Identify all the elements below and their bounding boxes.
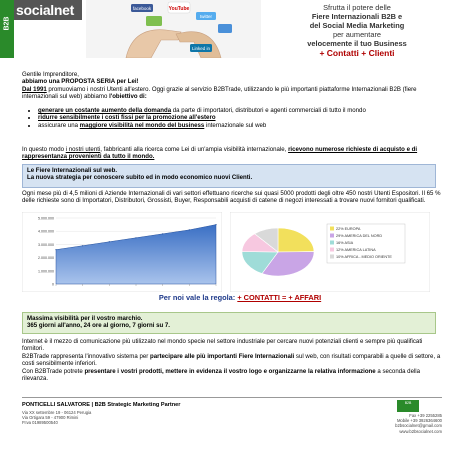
data-point bbox=[109, 241, 110, 242]
tagline-line: del Social Media Marketing bbox=[309, 21, 405, 30]
footer-title: PONTICELLI SALVATORE | B2B Strategic Marketing Partner bbox=[22, 402, 181, 408]
y-tick-label: 5.000.000 bbox=[38, 216, 54, 221]
intro-objective: l'obiettivo di: bbox=[109, 93, 147, 101]
internet-paragraph bbox=[22, 338, 442, 382]
intro-year: Dal 1991 bbox=[22, 86, 47, 93]
tagline-line: per aumentare bbox=[332, 30, 382, 39]
callout-line: Massima visibilità per il vostro marchio. bbox=[27, 315, 143, 322]
growth-chart bbox=[22, 212, 222, 292]
y-tick-label: 1.000.000 bbox=[38, 269, 54, 274]
visibility-callout bbox=[22, 312, 436, 334]
tagline-line: velocemente il tuo Business bbox=[307, 39, 407, 48]
facebook-icon bbox=[131, 4, 153, 12]
para-text: a seconda della rilevanza. bbox=[22, 367, 421, 383]
greeting bbox=[22, 71, 442, 86]
data-point bbox=[189, 229, 190, 230]
data-point bbox=[55, 249, 56, 250]
footer-company bbox=[22, 402, 282, 426]
svg-text:YouTube: YouTube bbox=[168, 6, 190, 12]
footer-email[interactable]: b2bsocialnet@gmail.com bbox=[395, 423, 442, 429]
footer-contacts bbox=[310, 400, 442, 434]
bullet-text: internazionale sul web bbox=[204, 121, 267, 129]
footer-fax: Fax +39 2255285 bbox=[409, 413, 442, 418]
list-item bbox=[38, 114, 442, 121]
svg-text:twitter: twitter bbox=[199, 14, 213, 19]
intro-paragraph bbox=[22, 86, 442, 101]
data-point bbox=[215, 224, 216, 225]
rule-highlight: + CONTATTI = + AFFARI bbox=[237, 293, 322, 302]
users-paragraph bbox=[22, 146, 442, 161]
list-item bbox=[38, 122, 442, 129]
footer-address: Via XX settembre 19 - 06124 Perugia bbox=[22, 410, 92, 415]
footer-address: Via Ortigara 59 - 47900 Rimini bbox=[22, 415, 79, 421]
footer-logo: B2B bbox=[397, 400, 419, 412]
fairs-callout bbox=[22, 164, 436, 188]
footer-divider bbox=[22, 397, 442, 398]
para-text: , fabbricanti alla ricerca come Lei di un'ampia visibilità internazionale, bbox=[100, 146, 289, 153]
intro-text: promuoviamo i nostri Utenti all'estero. Oggi grazie al servizio B2BTrade, utilizzando le più importanti piattaforme Internazionali B2B (fiere internazionali sul web) abbiamo bbox=[22, 86, 417, 101]
para-text: Con B2BTrade potrete bbox=[22, 367, 85, 375]
footer-vat: P.Iva 01989500540 bbox=[22, 420, 58, 426]
bullet-highlight: generare un costante aumento della domanda bbox=[38, 107, 172, 114]
svg-text:facebook: facebook bbox=[132, 6, 152, 11]
hands-graphic bbox=[86, 0, 261, 58]
regions-pie-chart bbox=[230, 212, 430, 292]
footer-mobile: Mobile +39 3926364600 bbox=[396, 418, 442, 424]
youtube-icon bbox=[168, 2, 190, 13]
tagline-line: Sfrutta il potere delle bbox=[323, 3, 391, 12]
footer-website[interactable]: www.b2bsocialnet.com bbox=[399, 428, 442, 434]
twitter-icon bbox=[196, 12, 216, 20]
b2b-tag: B2B bbox=[3, 16, 11, 31]
callout-line: La nuova strategia per conoscere subito ed in modo economico nuovi Clienti. bbox=[27, 174, 253, 182]
callout-line: 365 giorni all'anno, 24 ore al giorno, 7 giorni su 7. bbox=[27, 322, 170, 330]
objectives-list bbox=[22, 107, 442, 129]
y-tick-label: 0 bbox=[52, 282, 54, 287]
para-highlight: presentare i vostri prodotti, mettere in evidenza il vostro logo e organizzarne la relativa informazione bbox=[84, 367, 376, 375]
para-highlight: ricevono numerose richieste di acquisto e di rappresentanza provenienti da tutto il mondo. bbox=[22, 146, 418, 161]
tagline-plus: + Contatti + Clienti bbox=[319, 48, 395, 58]
stats-paragraph: Ogni mese più di 4,5 milioni di Aziende Internazionali di vari settori effettuano ricerche sui quasi 5000 prodotti degli oltre 450 nostri Utenti Espositori. Il 65 % delle richieste sono di Importatori, Distributori, Grossisti, Buyer, Responsabili acquisti di catene di negozi interessati a trovare nuovi fornitori qualificati. bbox=[22, 190, 441, 205]
legend-swatch bbox=[330, 241, 334, 245]
logo: socialnet bbox=[16, 2, 74, 18]
legend-swatch bbox=[330, 227, 334, 231]
legend-swatch bbox=[330, 234, 334, 238]
callout-line: Le Fiere Internazionali sul web. bbox=[27, 167, 118, 174]
rule-slogan bbox=[110, 293, 370, 302]
para-highlight: partecipare alle più importanti Fiere Internazionali bbox=[149, 352, 295, 360]
linkedin-icon bbox=[190, 44, 212, 52]
tagline bbox=[266, 3, 448, 59]
para-text: In questo modo bbox=[22, 146, 66, 153]
data-point bbox=[135, 237, 136, 238]
legend-label: 12% AMERICA LATINA bbox=[336, 248, 376, 252]
legend-label: 16% ASIA bbox=[336, 241, 354, 245]
data-point bbox=[162, 233, 163, 234]
rule-text: Per noi vale la regola: bbox=[158, 293, 238, 302]
y-tick-label: 4.000.000 bbox=[38, 229, 54, 234]
para-text: Internet è il mezzo di comunicazione più utilizzato nel mondo specie nel settore industriale per cercare nuovi potenziali clienti e sempre più qualificati fornitori. bbox=[22, 338, 423, 353]
tagline-line: Fiere Internazionali B2B e bbox=[311, 12, 403, 21]
greeting-proposal: abbiamo una PROPOSTA SERIA per Lei! bbox=[22, 78, 139, 86]
para-text: B2BTrade rappresenta l'innovativo sistema per bbox=[22, 352, 150, 360]
bullet-highlight: ridurre sensibilmente i costi fissi per la promozione all'estero bbox=[38, 114, 216, 122]
bullet-text: assicurare una bbox=[38, 121, 80, 129]
bullet-text: da parte di importatori, distributori e agenti commerciali di tutto il mondo bbox=[171, 107, 366, 114]
y-tick-label: 3.000.000 bbox=[38, 242, 54, 247]
para-link: i nostri utenti bbox=[65, 146, 101, 153]
greeting-line: Gentile Imprenditore, bbox=[22, 71, 79, 78]
list-item bbox=[38, 107, 442, 114]
legend-swatch bbox=[330, 255, 334, 259]
data-point bbox=[82, 245, 83, 246]
header bbox=[0, 0, 452, 58]
bullet-highlight: maggiore visibilità nel mondo del business bbox=[79, 121, 205, 129]
legend-label: 22% EUROPA bbox=[336, 227, 361, 231]
para-text: sul web, con risultati comparabili a quelle di settore, a costi sensibilmente inferiori. bbox=[22, 352, 441, 368]
legend-swatch bbox=[330, 248, 334, 252]
y-tick-label: 2.000.000 bbox=[38, 256, 54, 261]
svg-text:Linked in: Linked in bbox=[191, 46, 211, 51]
legend-label: 10% AFRICA - MEDIO ORIENTE bbox=[336, 255, 392, 259]
legend-label: 29% AMERICA DEL NORD bbox=[336, 234, 383, 238]
